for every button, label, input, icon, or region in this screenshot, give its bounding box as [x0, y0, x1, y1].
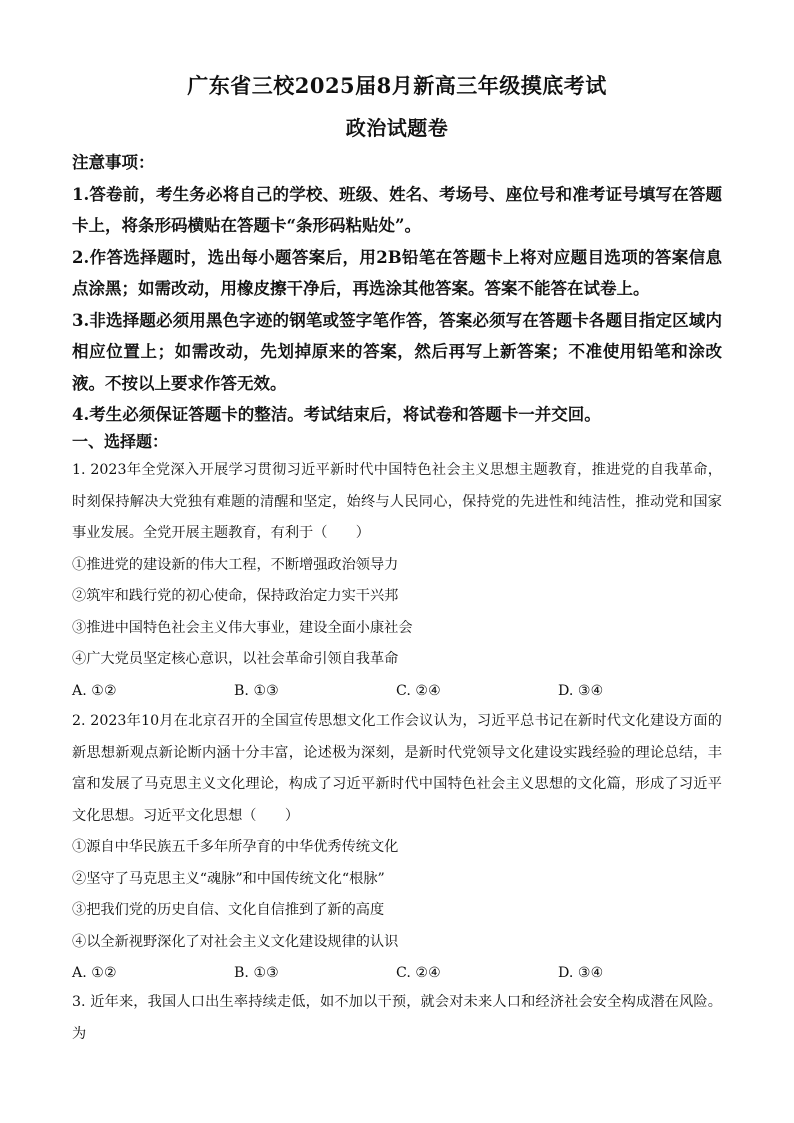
section-heading: 一、选择题：: [72, 432, 169, 451]
question-2-choices: [72, 958, 722, 990]
notice-block: [72, 147, 722, 431]
question-2: [72, 706, 722, 990]
question-3: [72, 987, 722, 1050]
question-1-option-2: ②筑牢和践行党的初心使命，保持政治定力实干兴邦: [72, 588, 399, 604]
question-2-option-1: ①源自中华民族五千多年所孕育的中华优秀传统文化: [72, 839, 399, 855]
question-1: [72, 455, 722, 707]
question-2-option-3: ③把我们党的历史自信、文化自信推到了新的高度: [72, 902, 385, 918]
question-1-option-3: ③推进中国特色社会主义伟大事业，建设全面小康社会: [72, 619, 413, 636]
choice-c: C. ②④: [396, 965, 441, 981]
notice-item-2: 2.作答选择题时，选出每小题答案后，用2B铅笔在答题卡上将对应题目选项的答案信息点涂黑；如需改动，用橡皮擦干净后，再选涂其他答案。答案不能答在试卷上。: [72, 247, 722, 298]
notice-item-1: 1.答卷前，考生务必将自己的学校、班级、姓名、考场号、座位号和准考证号填写在答题卡上，将条形码横贴在答题卡“条形码粘贴处”。: [72, 184, 722, 235]
choice-a: A. ①②: [72, 965, 117, 981]
choice-d: D. ③④: [558, 965, 604, 981]
question-2-option-4: ④以全新视野深化了对社会主义文化建设规律的认识: [72, 933, 399, 950]
question-3-stem: 3. 近年来，我国人口出生率持续走低，如不加以干预，就会对未来人口和经济社会安全构成潜在风险。为: [72, 994, 722, 1042]
choice-b: B. ①③: [234, 682, 279, 699]
choice-c: C. ②④: [396, 682, 441, 699]
question-1-option-1: ①推进党的建设新的伟大工程，不断增强政治领导力: [72, 556, 399, 573]
question-1-stem: 1. 2023年全党深入开展学习贯彻习近平新时代中国特色社会主义思想主题教育，推进党的自我革命，时刻保持解决大党独有难题的清醒和坚定，始终与人民同心，保持党的先进性和纯洁性，推动党和国家事业发展。全党开展主题教育，有利于（ ）: [72, 462, 722, 541]
question-2-option-2: ②坚守了马克思主义“魂脉”和中国传统文化“根脉”: [72, 870, 385, 887]
exam-title: 广东省三校2025届8月新高三年级摸底考试: [187, 73, 607, 98]
choice-b: B. ①③: [234, 965, 279, 981]
notice-item-3: 3.非选择题必须用黑色字迹的钢笔或签字笔作答，答案必须写在答题卡各题目指定区域内相应位置上；如需改动，先划掉原来的答案，然后再写上新答案；不准使用铅笔和涂改液。不按以上要求作答无效。: [72, 310, 722, 393]
exam-subtitle: 政治试题卷: [345, 116, 449, 140]
notice-heading: 注意事项：: [72, 153, 155, 172]
question-1-option-4: ④广大党员坚定核心意识，以社会革命引领自我革命: [72, 651, 399, 667]
notice-item-4: 4.考生必须保证答题卡的整洁。考试结束后，将试卷和答题卡一并交回。: [72, 405, 601, 424]
choice-d: D. ③④: [558, 682, 604, 699]
question-2-stem: 2. 2023年10月在北京召开的全国宣传思想文化工作会议认为，习近平总书记在新时代文化建设方面的新思想新观点新论断内涵十分丰富，论述极为深刻，是新时代党领导文化建设实践经验的理论总结，丰富和发展了马克思主义文化理论，构成了习近平新时代中国特色社会主义思想的文化篇，形成了习近平文化思想。习近平文化思想（ ）: [72, 713, 722, 824]
question-1-choices: [72, 676, 722, 708]
choice-a: A. ①②: [72, 682, 117, 699]
